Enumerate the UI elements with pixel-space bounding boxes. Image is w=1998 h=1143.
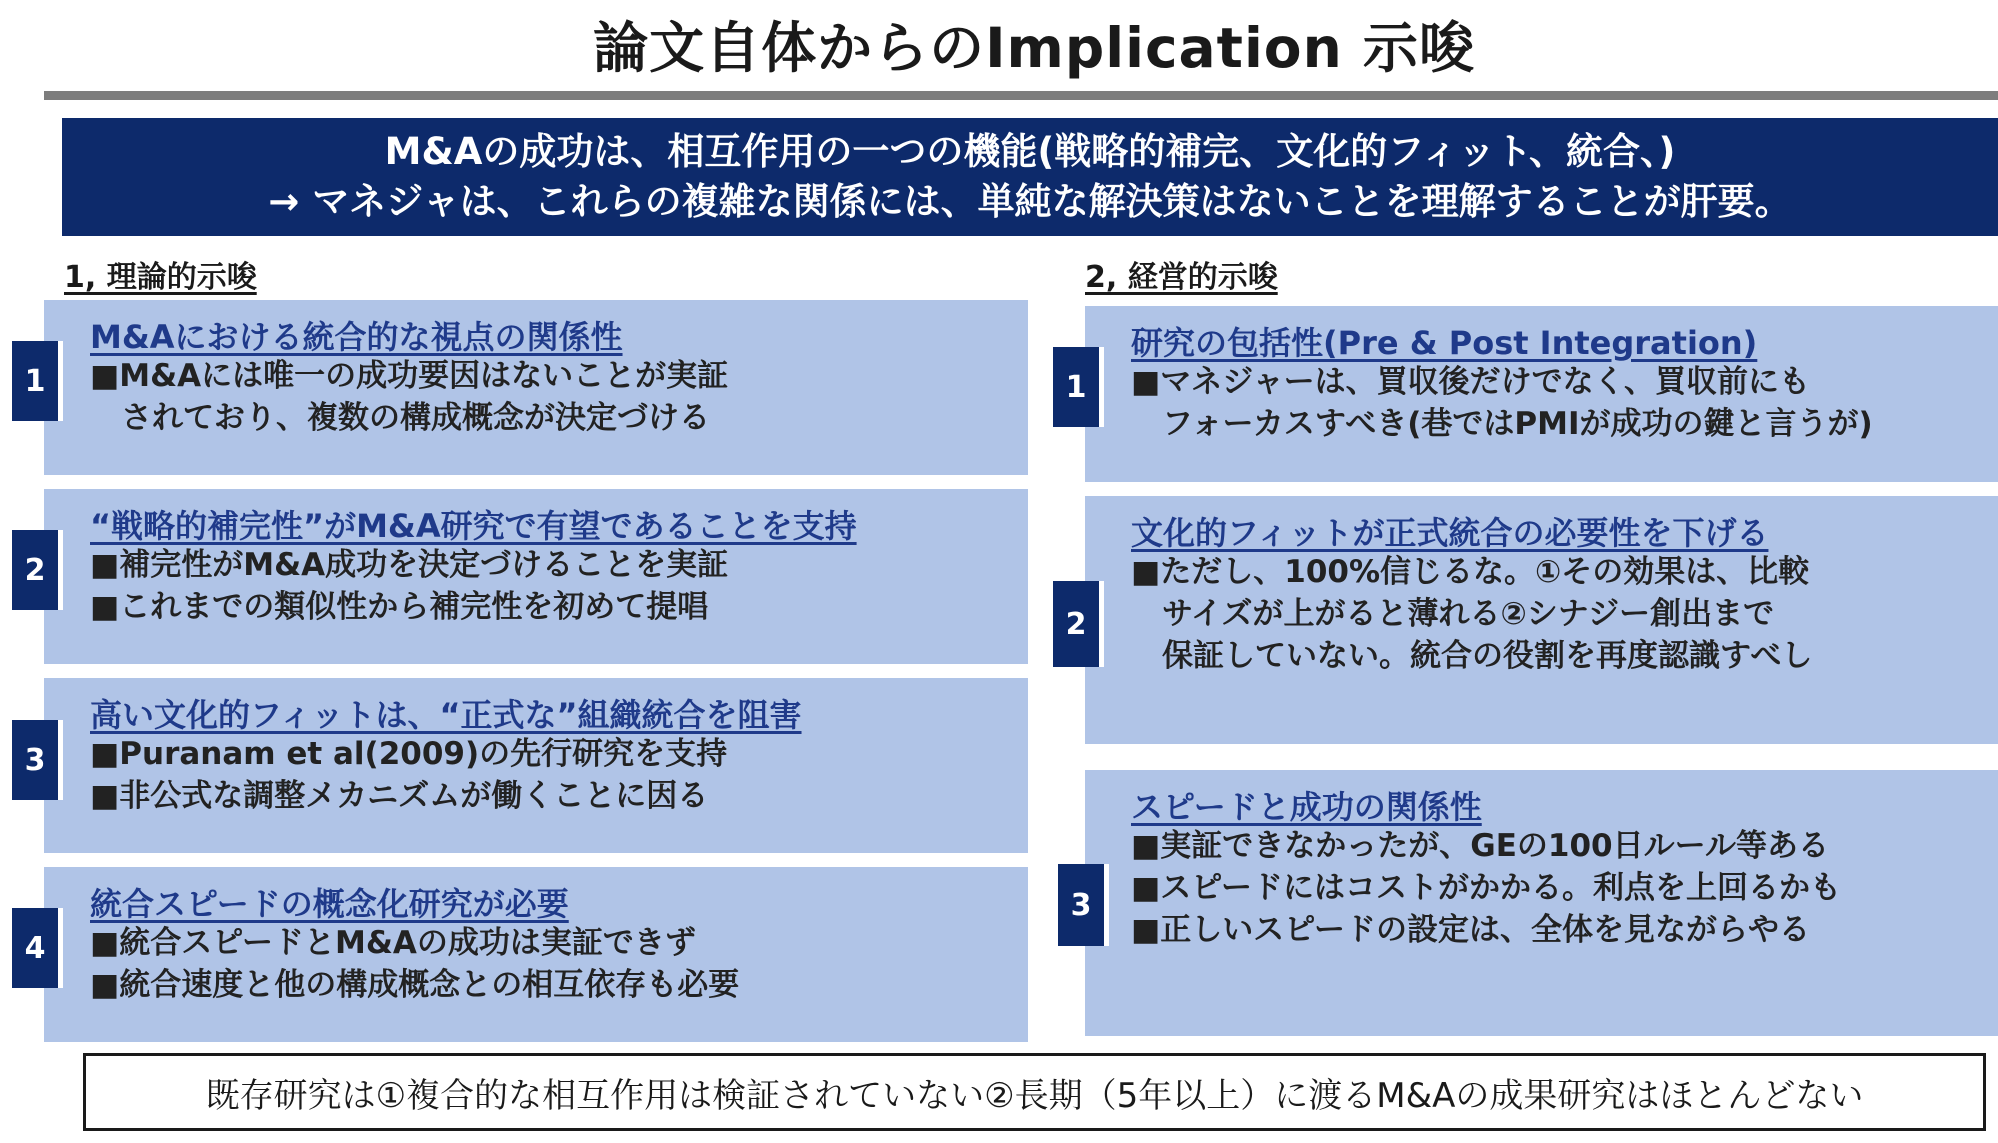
- title-divider: [44, 91, 1998, 100]
- managerial-card-1-line-2: フォーカスすべき(巷ではPMIが成功の鍵と言うが): [1131, 406, 1873, 442]
- theory-card-2-line-1: ■補完性がM&A成功を決定づけることを実証: [90, 547, 729, 583]
- theory-card-1-line-2: されており、複数の構成概念が決定づける: [90, 400, 710, 436]
- theory-card-3-number: 3: [7, 720, 63, 800]
- managerial-implications-heading: 2, 経営的示唆: [1085, 260, 1278, 295]
- theory-card-4-line-2: ■統合速度と他の構成概念との相互依存も必要: [90, 967, 740, 1003]
- theory-card-1-number: 1: [7, 341, 63, 421]
- theory-card-3-line-2: ■非公式な調整メカニズムが働くことに因る: [90, 778, 709, 814]
- managerial-card-2-line-1: ■ただし、100%信じるな。①その効果は、比較: [1131, 554, 1810, 590]
- managerial-card-3-title: スピードと成功の関係性: [1131, 788, 1482, 826]
- managerial-card-2-line-2: サイズが上がると薄れる②シナジー創出まで: [1131, 596, 1775, 632]
- theory-card-4-title: 統合スピードの概念化研究が必要: [90, 885, 569, 923]
- managerial-card-3-line-3: ■正しいスピードの設定は、全体を見ながらやる: [1131, 912, 1811, 948]
- managerial-card-1-title: 研究の包括性(Pre & Post Integration): [1131, 324, 1758, 362]
- slide-title: 論文自体からのImplication 示唆: [593, 16, 1475, 80]
- managerial-card-3-body: [1131, 825, 1841, 951]
- theory-card-4-line-1: ■統合スピードとM&Aの成功は実証できず: [90, 925, 696, 961]
- theory-card-2-number: 2: [7, 530, 63, 610]
- theory-card-3: [44, 678, 1028, 853]
- theory-card-2-title: “戦略的補完性”がM&A研究で有望であることを支持: [90, 507, 857, 545]
- theoretical-implications-heading: 1, 理論的示唆: [64, 260, 257, 295]
- theory-card-3-title: 高い文化的フィットは、“正式な”組織統合を阻害: [90, 696, 802, 734]
- managerial-card-2-line-3: 保証していない。統合の役割を再度認識すべし: [1131, 638, 1813, 674]
- managerial-card-2-title: 文化的フィットが正式統合の必要性を下げる: [1131, 514, 1769, 552]
- theory-card-1-line-1: ■M&Aには唯一の成功要因はないことが実証: [90, 358, 729, 394]
- theory-card-4-body: [90, 922, 739, 1006]
- managerial-card-3-line-1: ■実証できなかったが、GEの100日ルール等ある: [1131, 828, 1829, 864]
- managerial-card-2-body: [1131, 551, 1812, 677]
- managerial-card-1-line-1: ■マネジャーは、買収後だけでなく、買収前にも: [1131, 364, 1811, 400]
- banner-line-1: M&Aの成功は、相互作用の一つの機能(戦略的補完、文化的フィット、統合、): [384, 130, 1676, 173]
- managerial-card-1: [1085, 306, 1998, 482]
- managerial-card-2: [1085, 496, 1998, 744]
- managerial-card-3-number: 3: [1053, 864, 1109, 946]
- theory-card-1-title: M&Aにおける統合的な視点の関係性: [90, 318, 623, 356]
- managerial-card-1-number: 1: [1048, 347, 1104, 427]
- theory-card-3-body: [90, 733, 727, 817]
- theory-card-4: [44, 867, 1028, 1042]
- theory-card-2: [44, 489, 1028, 664]
- theory-card-1: [44, 300, 1028, 475]
- theory-card-1-body: [90, 355, 728, 439]
- conclusion-box: 既存研究は①複合的な相互作用は検証されていない②長期（5年以上）に渡るM&Aの成果研究はほとんどない: [83, 1053, 1986, 1131]
- theory-card-2-line-2: ■これまでの類似性から補完性を初めて提唱: [90, 589, 709, 625]
- managerial-card-1-body: [1131, 361, 1873, 445]
- theory-card-2-body: [90, 544, 728, 628]
- theory-card-4-number: 4: [7, 908, 63, 988]
- managerial-card-3: [1085, 770, 1998, 1036]
- managerial-card-3-line-2: ■スピードにはコストがかかる。利点を上回るかも: [1131, 870, 1842, 906]
- theory-card-3-line-1: ■Puranam et al(2009)の先行研究を支持: [90, 736, 728, 772]
- summary-banner: [62, 118, 1998, 236]
- managerial-card-2-number: 2: [1048, 581, 1104, 667]
- banner-line-2: → マネジャは、これらの複雑な関係には、単純な解決策はないことを理解することが肝要。: [268, 180, 1792, 223]
